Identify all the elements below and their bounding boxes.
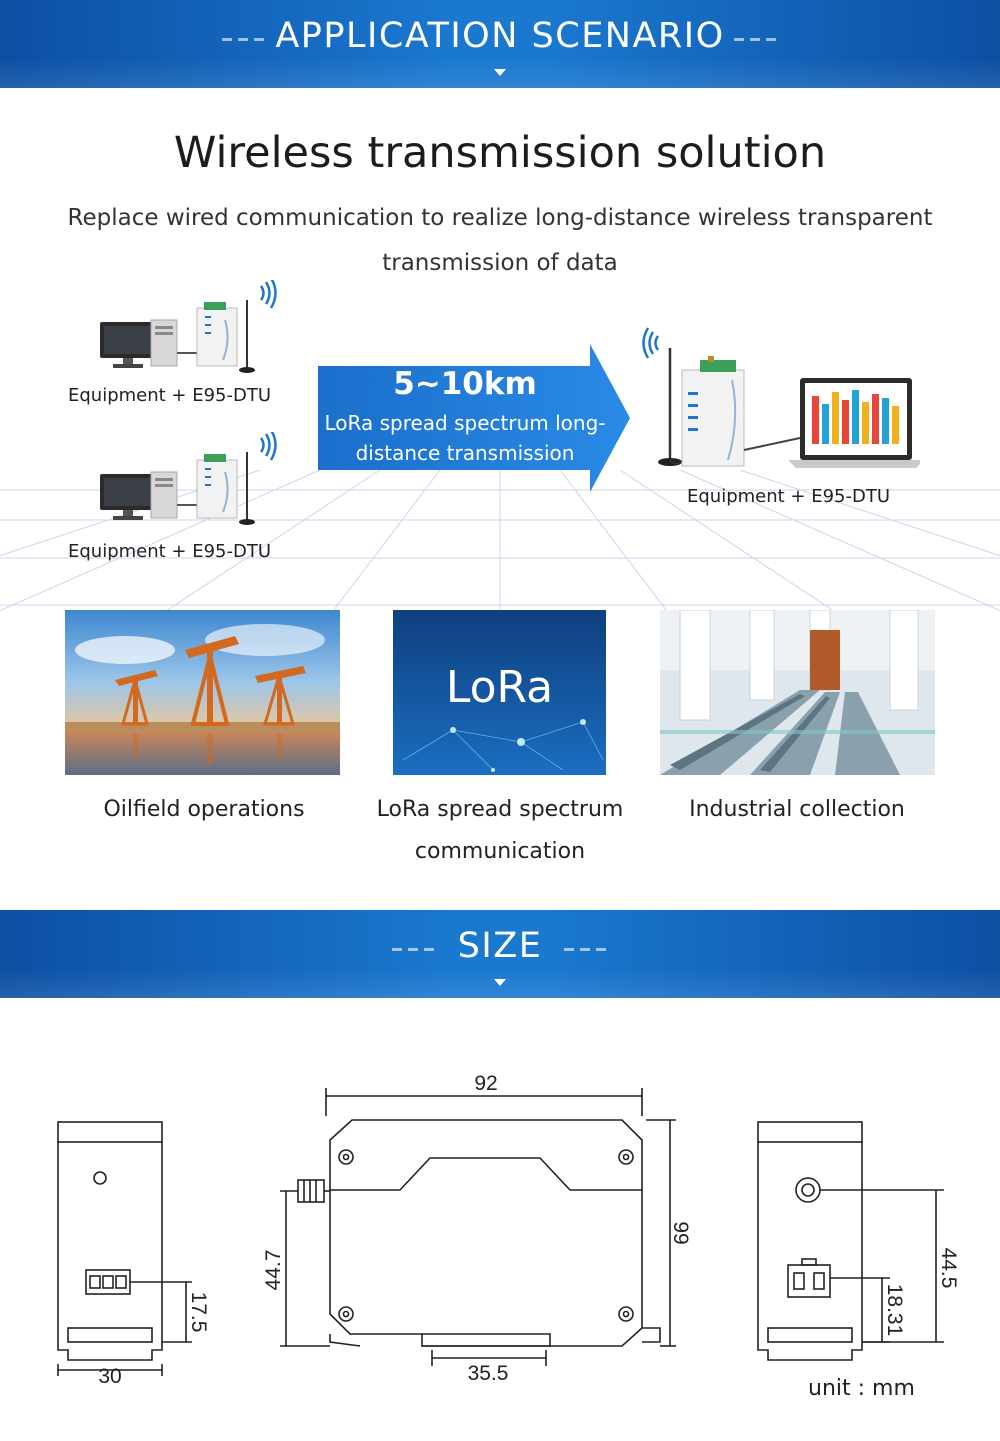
desktop-computer-icon bbox=[100, 320, 199, 368]
dtu-device-icon bbox=[682, 356, 744, 466]
solution-title: Wireless transmission solution bbox=[173, 128, 827, 178]
desktop-computer-icon bbox=[100, 472, 199, 520]
right-side-view bbox=[758, 1122, 944, 1360]
left-side-view bbox=[58, 1122, 192, 1376]
size-drawings bbox=[0, 1040, 1000, 1390]
equipment-label-3: Equipment + E95-DTU bbox=[687, 486, 891, 507]
caret-down-icon bbox=[494, 69, 506, 76]
banner-title: APPLICATION SCENARIO bbox=[275, 16, 725, 56]
front-view bbox=[280, 1088, 676, 1366]
equipment-group-1 bbox=[95, 280, 285, 380]
banner-dashes-right bbox=[734, 38, 778, 41]
dim-left-width: 30 bbox=[98, 1365, 122, 1388]
equipment-label-1: Equipment + E95-DTU bbox=[68, 385, 272, 406]
scenario-caption-lora: LoRa spread spectrum communication bbox=[376, 797, 624, 864]
lora-image-text: LoRa bbox=[445, 662, 554, 713]
solution-subtitle: Replace wired communication to realize long-distance wireless transparent transmission of data bbox=[67, 205, 933, 276]
arrow-caption: LoRa spread spectrum long-distance transmission bbox=[324, 411, 606, 465]
scenario-caption-industrial: Industrial collection bbox=[689, 797, 905, 822]
antenna-icon bbox=[239, 300, 255, 373]
oilfield-image bbox=[65, 610, 340, 775]
wireless-signal-icon bbox=[261, 432, 276, 460]
dim-right-connector: 18.31 bbox=[883, 1283, 906, 1337]
dim-front-height: 99 bbox=[669, 1221, 692, 1245]
caret-down-icon bbox=[494, 979, 506, 986]
equipment-label-2: Equipment + E95-DTU bbox=[68, 541, 272, 562]
dim-front-width: 92 bbox=[474, 1072, 498, 1095]
dtu-device-icon bbox=[197, 302, 237, 366]
wireless-signal-icon bbox=[261, 280, 276, 308]
unit-label: unit : mm bbox=[808, 1376, 915, 1401]
dim-front-antenna: 44.7 bbox=[262, 1249, 285, 1291]
dim-left-height: 17.5 bbox=[187, 1291, 210, 1333]
scenario-caption-oilfield: Oilfield operations bbox=[103, 797, 305, 822]
wireless-signal-icon bbox=[644, 328, 659, 358]
banner-title: SIZE bbox=[457, 926, 543, 966]
equipment-group-3 bbox=[640, 320, 920, 480]
laptop-icon bbox=[788, 378, 920, 468]
lora-image bbox=[393, 610, 606, 775]
dim-front-rail: 35.5 bbox=[467, 1362, 509, 1385]
arrow-distance: 5~10km bbox=[393, 366, 537, 402]
banner-dashes-right bbox=[564, 948, 608, 951]
antenna-icon bbox=[239, 452, 255, 525]
dtu-device-icon bbox=[197, 454, 237, 518]
dim-right-port: 44.5 bbox=[937, 1247, 960, 1289]
section-banner-size bbox=[0, 910, 1000, 998]
section-banner-application bbox=[0, 0, 1000, 88]
industrial-image bbox=[660, 610, 935, 775]
equipment-group-2 bbox=[95, 432, 285, 532]
